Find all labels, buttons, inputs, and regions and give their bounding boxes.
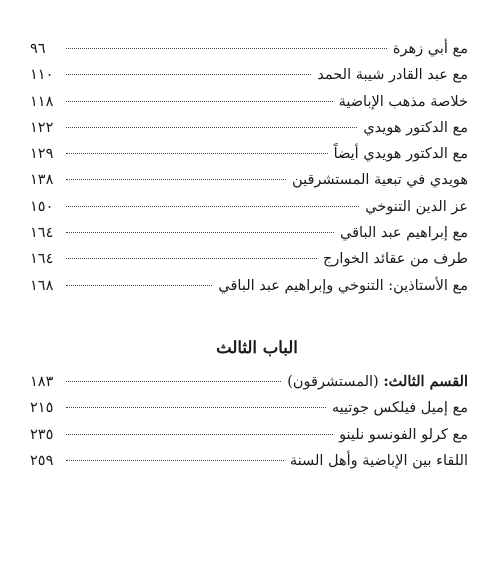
toc-entry [30,36,468,62]
toc-entry [30,448,468,474]
dot-leader [66,48,387,49]
toc-entry-title: مع عبد القادر شيبة الحمد [317,67,468,84]
toc-entry-page: ١٨٣ [30,374,54,390]
toc-entry-page: ١٦٨ [30,277,54,294]
dot-leader [66,258,317,259]
dot-leader [66,101,333,102]
toc-entry-title-bold-prefix: القسم الثالث: [383,373,468,390]
toc-entry [30,422,468,448]
dot-leader [66,407,326,408]
toc-entry-title: مع الدكتور هويدي [363,119,468,136]
dot-leader [66,74,311,75]
toc-entry-page: ١٣٨ [30,172,54,189]
table-of-contents-part-2 [30,369,468,474]
toc-entry-title: مع الأستاذين: التنوخي وإبراهيم عبد الباقي [218,277,468,294]
toc-entry-page: ١١٠ [30,67,54,84]
dot-leader [66,434,333,435]
toc-entry-page: ١٦٤ [30,251,54,268]
toc-entry-title: هويدي في تبعية المستشرقين [292,172,468,189]
dot-leader [66,460,284,461]
toc-entry [30,220,468,246]
toc-entry-page: ١٢٩ [30,146,54,163]
dot-leader [66,206,359,207]
toc-entry [30,62,468,88]
dot-leader [66,285,212,286]
dot-leader [66,153,328,154]
toc-entry [30,89,468,115]
toc-entry-title: اللقاء بين الإباضية وأهل السنة [289,452,468,469]
toc-entry-title: خلاصة مذهب الإباضية [338,93,468,110]
toc-entry-title: مع الدكتور هويدي أيضاً [333,146,468,163]
toc-entry-title: عز الدين التنوخي [365,198,468,215]
toc-entry-title: طرف من عقائد الخوارج [323,251,468,268]
toc-entry-page: ٢١٥ [30,400,54,417]
toc-entry [30,273,468,299]
toc-entry-page: ٢٣٥ [30,426,54,443]
toc-entry [30,246,468,272]
toc-entry-page: ١٦٤ [30,225,54,242]
toc-entry-page: ٢٥٩ [30,452,54,469]
toc-entry-page: ١٥٠ [30,198,54,215]
toc-entry [30,369,468,395]
toc-entry-title: مع أبي زهرة [392,41,468,57]
toc-entry-page: ١٢٢ [30,119,54,136]
toc-entry-title [287,369,468,395]
toc-entry-title: مع كرلو الفونسو نلينو [339,426,468,443]
toc-entry-page: ١١٨ [30,93,54,110]
toc-entry [30,194,468,220]
toc-entry [30,141,468,167]
toc-entry [30,395,468,421]
toc-entry-page: ٩٦ [30,41,46,57]
dot-leader [66,381,281,382]
dot-leader [66,232,334,233]
dot-leader [66,179,286,180]
table-of-contents-part-1 [30,36,468,299]
toc-entry [30,167,468,193]
section-heading: الباب الثالث [216,338,298,357]
toc-entry-title: مع إبراهيم عبد الباقي [340,225,468,242]
toc-entry [30,115,468,141]
dot-leader [66,127,357,128]
toc-entry-title-rest: (المستشرقون) [287,374,384,390]
toc-entry-title: مع إميل فيلكس جوتييه [331,400,468,417]
